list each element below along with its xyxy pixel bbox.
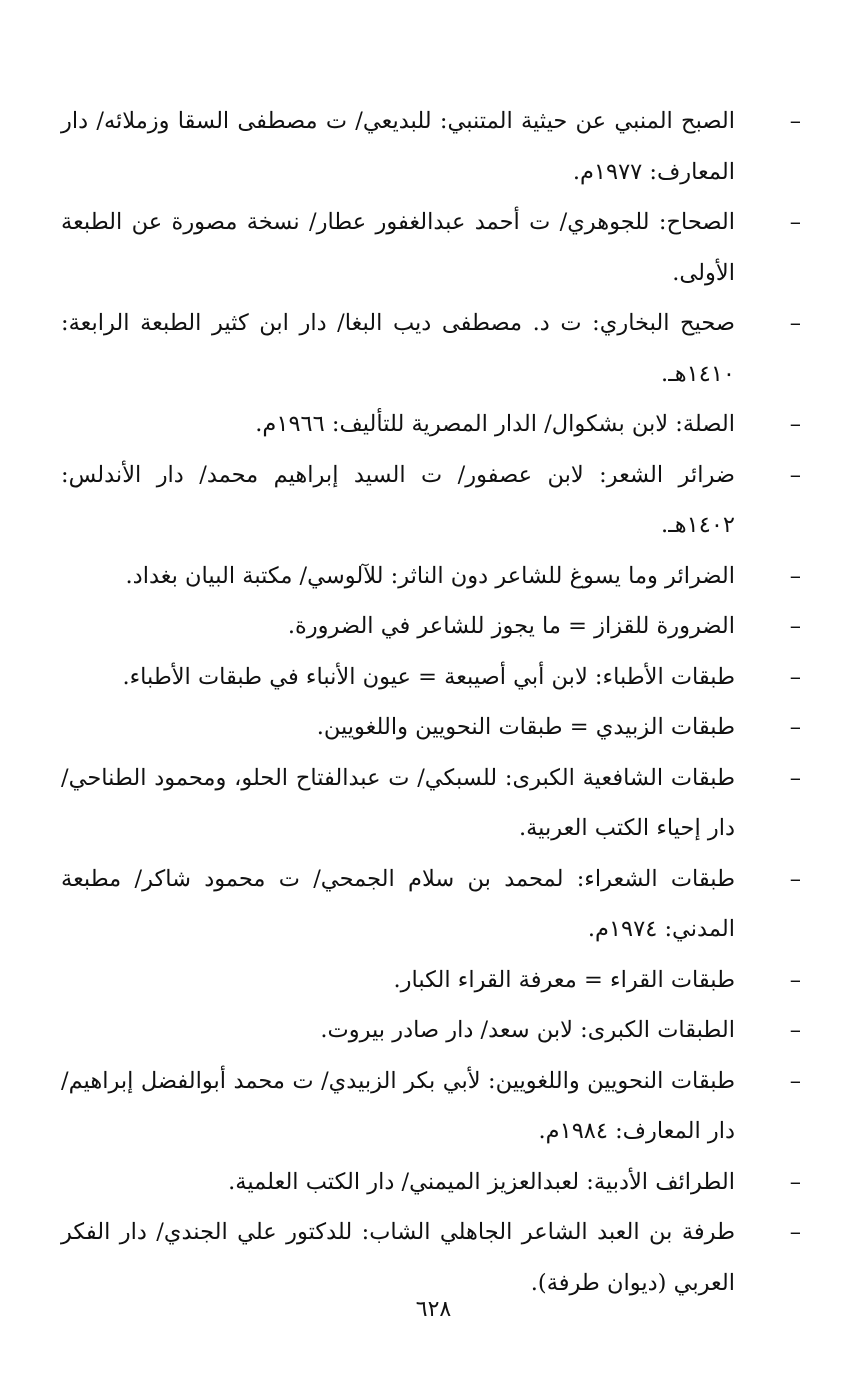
- bibliography-entry: [61, 551, 801, 602]
- entry-text: طرفة بن العبد الشاعر الجاهلي الشاب: للدكتور علي الجندي/ دار الفكر العربي (ديوان طرفة).: [61, 1219, 735, 1296]
- entry-bullet: –: [789, 1168, 801, 1195]
- bibliography-entry: [61, 854, 801, 955]
- entry-bullet: –: [789, 108, 801, 134]
- entry-bullet: –: [789, 209, 801, 235]
- entry-bullet: –: [789, 310, 801, 336]
- bibliography-entry: [61, 1157, 801, 1208]
- entry-text: صحيح البخاري: ت د. مصطفى ديب البغا/ دار ابن كثير الطبعة الرابعة: ١٤١٠هـ.: [61, 310, 735, 387]
- entry-text: طبقات النحويين واللغويين: لأبي بكر الزبيدي/ ت محمد أبوالفضل إبراهيم/ دار المعارف: ١٩٨٤م.: [61, 1067, 735, 1144]
- entry-bullet: –: [789, 1017, 801, 1043]
- entry-text: الصلة: لابن بشكوال/ الدار المصرية للتأليف: ١٩٦٦م.: [255, 411, 735, 437]
- entry-text: طبقات الشعراء: لمحمد بن سلام الجمحي/ ت محمود شاكر/ مطبعة المدني: ١٩٧٤م.: [61, 865, 735, 942]
- entry-bullet: –: [789, 562, 801, 589]
- entry-text: الضرورة للقزاز = ما يجوز للشاعر في الضرورة.: [287, 613, 735, 639]
- entry-bullet: –: [789, 1067, 801, 1094]
- entry-bullet: –: [789, 764, 801, 791]
- page-number: ٦٢٨: [415, 1297, 452, 1322]
- entry-bullet: –: [789, 966, 801, 993]
- bibliography-entry: [61, 197, 801, 298]
- entry-text: طبقات الأطباء: لابن أبي أصيبعة = عيون الأنباء في طبقات الأطباء.: [122, 663, 735, 690]
- entry-text: الضرائر وما يسوغ للشاعر دون الناثر: للآلوسي/ مكتبة البيان بغداد.: [125, 562, 735, 589]
- bibliography-entry: [61, 298, 801, 399]
- entry-text: ضرائر الشعر: لابن عصفور/ ت السيد إبراهيم محمد/ دار الأندلس: ١٤٠٢هـ.: [61, 461, 735, 538]
- bibliography-entry: [61, 1005, 801, 1056]
- entry-text: الصبح المنبي عن حيثية المتنبي: للبديعي/ ت مصطفى السقا وزملائه/ دار المعارف: ١٩٧٧م.: [61, 108, 735, 185]
- bibliography-entry: [61, 1056, 801, 1157]
- bibliography-list: [61, 96, 801, 1308]
- bibliography-entry: [61, 96, 801, 197]
- entry-text: طبقات الزبيدي = طبقات النحويين واللغويين.: [316, 714, 735, 740]
- entry-bullet: –: [789, 663, 801, 690]
- entry-text: الطرائف الأدبية: لعبدالعزيز الميمني/ دار الكتب العلمية.: [228, 1168, 735, 1195]
- bibliography-entry: [61, 399, 801, 450]
- entry-bullet: –: [789, 411, 801, 437]
- bibliography-entry: [61, 601, 801, 652]
- bibliography-entry: [61, 652, 801, 703]
- entry-bullet: –: [789, 865, 801, 892]
- bibliography-entry: [61, 702, 801, 753]
- entry-bullet: –: [789, 613, 801, 639]
- entry-bullet: –: [789, 714, 801, 740]
- bibliography-entry: [61, 955, 801, 1006]
- entry-text: طبقات الشافعية الكبرى: للسبكي/ ت عبدالفتاح الحلو، ومحمود الطناحي/ دار إحياء الكتب العربية.: [61, 764, 735, 841]
- entry-bullet: –: [789, 461, 801, 488]
- bibliography-entry: [61, 753, 801, 854]
- entry-text: الصحاح: للجوهري/ ت أحمد عبدالغفور عطار/ نسخة مصورة عن الطبعة الأولى.: [61, 209, 735, 286]
- bibliography-entry: [61, 450, 801, 551]
- entry-text: الطبقات الكبرى: لابن سعد/ دار صادر بيروت.: [320, 1017, 735, 1043]
- entry-text: طبقات القراء = معرفة القراء الكبار.: [393, 966, 735, 993]
- entry-bullet: –: [789, 1219, 801, 1245]
